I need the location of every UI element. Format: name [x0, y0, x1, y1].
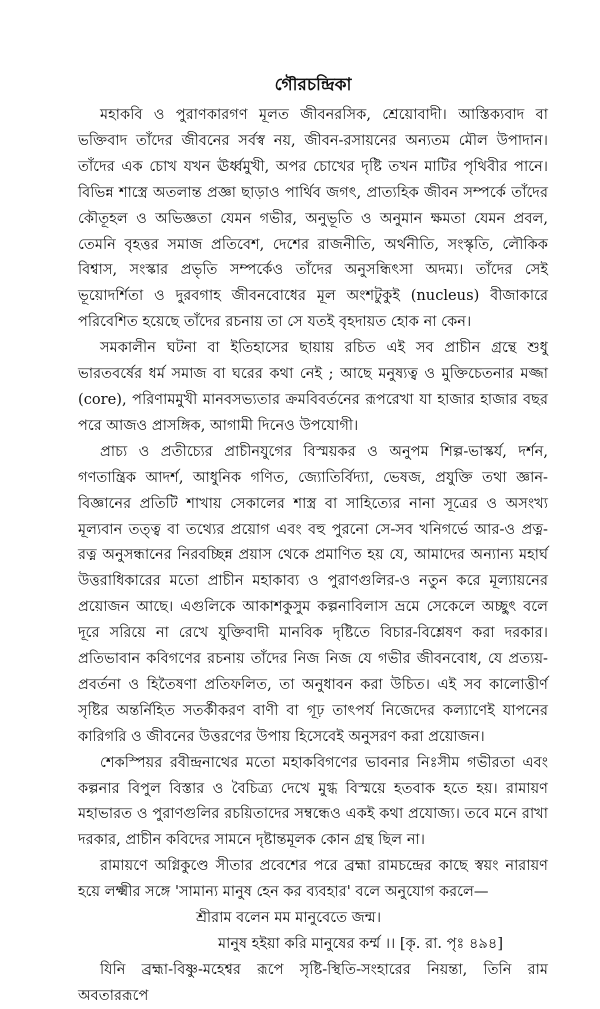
- verse-line-2: মানুষ হইয়া করি মানুষের কর্ম্ম ।। [কৃ. রা. পৃঃ ৪৯৪]: [218, 935, 504, 952]
- paragraph-3: প্রাচ্য ও প্রতীচ্যের প্রাচীনযুগের বিস্ময়কর ও অনুপম শিল্প-ভাস্কর্য, দর্শন, গণতান্ত্রিক আদর্শ, আধুনিক গণিত, জ্যোতির্বিদ্যা, ভেষজ, প্রযুক্তি তথা জ্ঞান-বিজ্ঞানের প্রতিটি শাখায় সেকালের শাস্ত্র বা সাহিত্যের নানা সূত্রের ও অসংখ্য মূল্যবান তত্ত্ব বা তথ্যের প্রয়োগ এবং বহু পুরনো সে-সব খনিগর্ভে আর-ও প্রত্ন-রত্ন অনুসন্ধানের নিরবচ্ছিন্ন প্রয়াস থেকে প্রমাণিত হয় যে, আমাদের অন্যান্য মহার্ঘ উত্তরাধিকারের মতো প্রাচীন মহাকাব্য ও পুরাণগুলির-ও নতুন করে মূল্যায়নের প্রয়োজন আছে। এগুলিকে আকাশকুসুম কল্পনাবিলাস ভ্রমে সেকেলে অচ্ছুৎ বলে দূরে সরিয়ে না রেখে যুক্তিবাদী মানবিক দৃষ্টিতে বিচার-বিশ্লেষণ করা দরকার। প্রতিভাবান কবিগণের রচনায় তাঁদের নিজ নিজ যে গভীর জীবনবোধ, যে প্রত্যয়-প্রবর্তনা ও হিতৈষণা প্রতিফলিত, তা অনুধাবন করা উচিত। এই সব কালোত্তীর্ণ সৃষ্টির অন্তর্নিহিত সতর্কীকরণ বাণী বা গূঢ় তাৎপর্য নিজেদের কল্যাণেই যাপনের কারিগরি ও জীবনের উত্তরণের উপায় হিসেবেই অনুসরণ করা প্রয়োজন।: [78, 442, 548, 745]
- page-title: গৌরচন্দ্রিকা: [274, 75, 352, 95]
- paragraph-2: সমকালীন ঘটনা বা ইতিহাসের ছায়ায় রচিত এই সব প্রাচীন গ্রন্থে শুধু ভারতবর্ষের ধর্ম সমাজ বা ঘরের কথা নেই ; আছে মনুষ্যত্ব ও মুক্তিচেতনার মজ্জা (core), পরিণামমুখী মানবসভ্যতার ক্রমবিবর্তনের রূপরেখা যা হাজার হাজার বছর পরে আজও প্রাসঙ্গিক, আগামী দিনেও উপযোগী।: [78, 339, 548, 434]
- paragraph-5: রামায়ণে অগ্নিকুণ্ডে সীতার প্রবেশের পরে ব্রহ্মা রামচন্দ্রের কাছে স্বয়ং নারায়ণ হয়ে লক্ষ্মীর সঙ্গে 'সামান্য মানুষ হেন কর ব্যবহার' বলে অনুযোগ করলে—: [78, 857, 548, 901]
- paragraph-1: মহাকবি ও পুরাণকারগণ মূলত জীবনরসিক, শ্রেয়োবাদী। আস্তিক্যবাদ বা ভক্তিবাদ তাঁদের জীবনের সর্বস্ব নয়, জীবন-রসায়নের অন্যতম মৌল উপাদান। তাঁদের এক চোখ যখন ঊর্ধ্বমুখী, অপর চোখের দৃষ্টি তখন মাটির পৃথিবীর পানে। বিভিন্ন শাস্ত্রে অতলান্ত প্রজ্ঞা ছাড়াও পার্থিব জগৎ, প্রাত্যহিক জীবন সম্পর্কে তাঁদের কৌতূহল ও অভিজ্ঞতা যেমন গভীর, অনুভূতি ও অনুমান ক্ষমতা যেমন প্রবল, তেমনি বৃহত্তর সমাজ প্রতিবেশ, দেশের রাজনীতি, অর্থনীতি, সংস্কৃতি, লৌকিক বিশ্বাস, সংস্কার প্রভৃতি সম্পর্কেও তাঁদের অনুসন্ধিৎসা অদম্য। তাঁদের সেই ভূয়োদর্শিতা ও দুরবগাহ জীবনবোধের মূল অংশটুকুই (nucleus) বীজাকারে পরিবেশিত হয়েছে তাঁদের রচনায় তা সে যতই বৃহদায়ত হোক না কেন।: [78, 106, 548, 331]
- paragraph-6: যিনি ব্রহ্মা-বিষ্ণু-মহেশ্বর রূপে সৃষ্টি-স্থিতি-সংহারের নিয়ন্তা, তিনি রাম অবতাররূপে: [78, 960, 548, 1004]
- verse-line-1: শ্রীরাম বলেন মম মানুবেতে জন্ম।: [196, 909, 382, 927]
- paragraph-4: শেকস্পিয়র রবীন্দ্রনাথের মতো মহাকবিগণের ভাবনার নিঃসীম গভীরতা এবং কল্পনার বিপুল বিস্তার ও বৈচিত্র্য দেখে মুগ্ধ বিস্ময়ে হতবাক হতে হয়। রামায়ণ মহাভারত ও পুরাণগুলির রচয়িতাদের সম্বন্ধেও একই কথা প্রযোজ্য। তবে মনে রাখা দরকার, প্রাচীন কবিদের সামনে দৃষ্টান্তমূলক কোন গ্রন্থ ছিল না।: [78, 753, 548, 849]
